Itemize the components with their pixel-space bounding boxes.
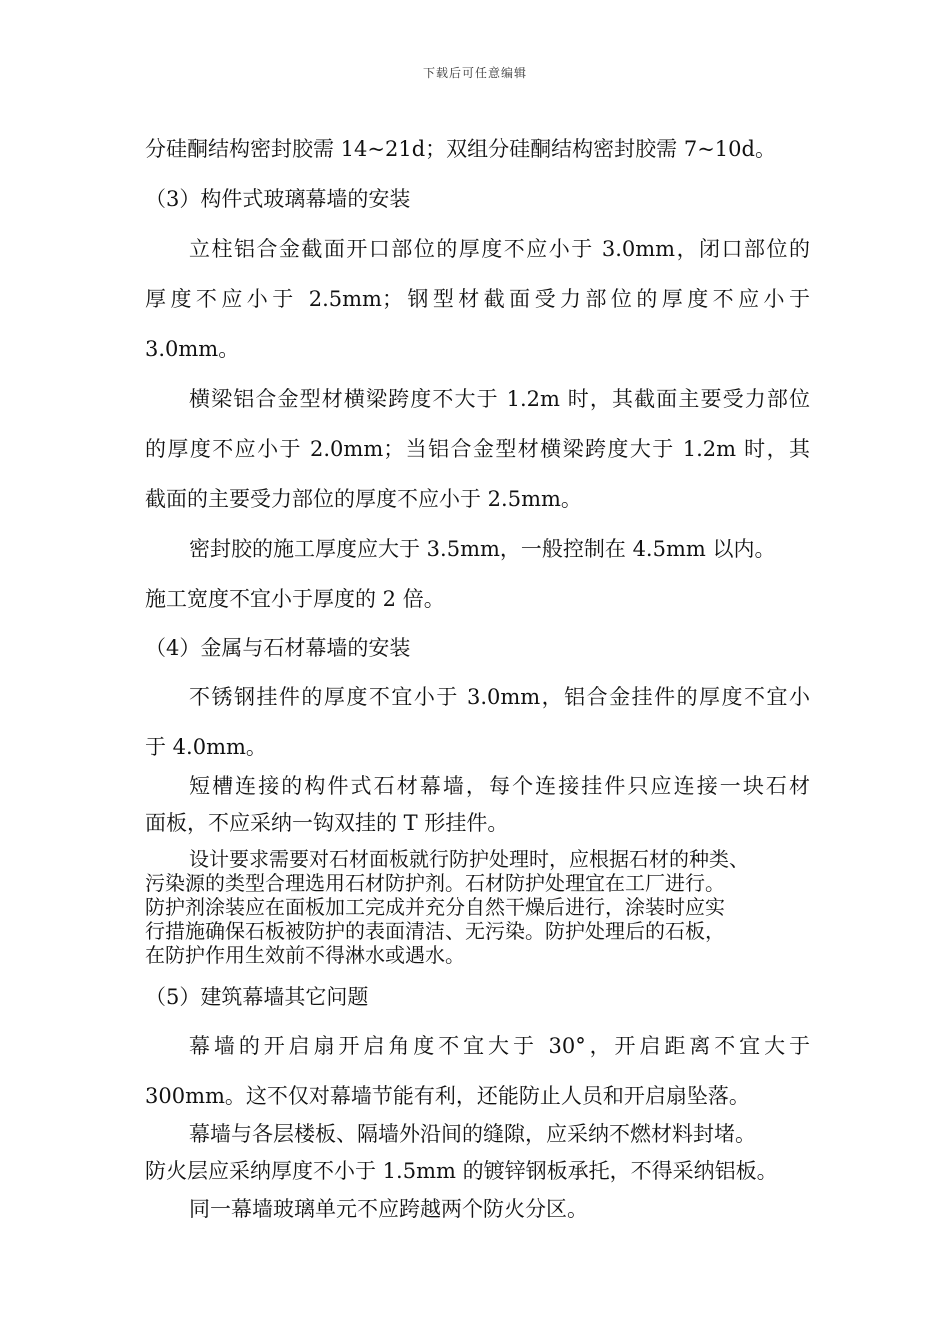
text-line: 同一幕墙玻璃单元不应跨越两个防火分区。: [189, 1197, 588, 1221]
text-line: 幕墙的开启扇开启角度不宜大于 30°，开启距离不宜大于: [189, 1034, 810, 1058]
text-line: 分硅酮结构密封胶需 14~21d；双组分硅酮结构密封胶需 7~10d。: [145, 137, 776, 161]
page-header: 下载后可任意编辑: [422, 66, 527, 80]
section-heading: （3）构件式玻璃幕墙的安装: [145, 187, 411, 211]
text-line: 密封胶的施工厚度应大于 3.5mm，一般控制在 4.5mm 以内。: [189, 537, 776, 561]
text-line: 立柱铝合金截面开口部位的厚度不应小于 3.0mm，闭口部位的: [189, 237, 810, 261]
text-line: 于 4.0mm。: [145, 735, 267, 759]
text-line: 厚度不应小于 2.5mm；钢型材截面受力部位的厚度不应小于: [145, 287, 810, 311]
text-line: 横梁铝合金型材横梁跨度不大于 1.2m 时，其截面主要受力部位: [189, 387, 810, 411]
text-line: 不锈钢挂件的厚度不宜小于 3.0mm，铝合金挂件的厚度不宜小: [189, 685, 810, 709]
text-line: 防火层应采纳厚度不小于 1.5mm 的镀锌钢板承托，不得采纳铝板。: [145, 1159, 778, 1183]
section-heading: （5）建筑幕墙其它问题: [145, 985, 369, 1009]
text-line: 的厚度不应小于 2.0mm；当铝合金型材横梁跨度大于 1.2m 时，其: [145, 437, 810, 461]
dense-paragraph: [145, 847, 810, 967]
text-line: 面板，不应采纳一钩双挂的 T 形挂件。: [145, 811, 509, 835]
text-line: 污染源的类型合理选用石材防护剂。石材防护处理宜在工厂进行。: [145, 871, 725, 895]
text-line: 短槽连接的构件式石材幕墙，每个连接挂件只应连接一块石材: [189, 774, 810, 798]
section-heading: （4）金属与石材幕墙的安装: [145, 636, 411, 660]
text-line: 300mm。这不仅对幕墙节能有利，还能防止人员和开启扇坠落。: [145, 1084, 750, 1108]
text-line: 施工宽度不宜小于厚度的 2 倍。: [145, 587, 445, 611]
text-line: 在防护作用生效前不得淋水或遇水。: [145, 943, 465, 967]
text-line: 截面的主要受力部位的厚度不应小于 2.5mm。: [145, 487, 582, 511]
text-line: 行措施确保石板被防护的表面清洁、无污染。防护处理后的石板，: [145, 919, 725, 943]
text-line: 防护剂涂装应在面板加工完成并充分自然干燥后进行，涂装时应实: [145, 895, 725, 919]
text-line: 幕墙与各层楼板、隔墙外沿间的缝隙，应采纳不燃材料封堵。: [189, 1122, 756, 1146]
text-line: 3.0mm。: [145, 337, 240, 361]
text-line: 设计要求需要对石材面板就行防护处理时，应根据石材的种类、: [189, 847, 749, 871]
